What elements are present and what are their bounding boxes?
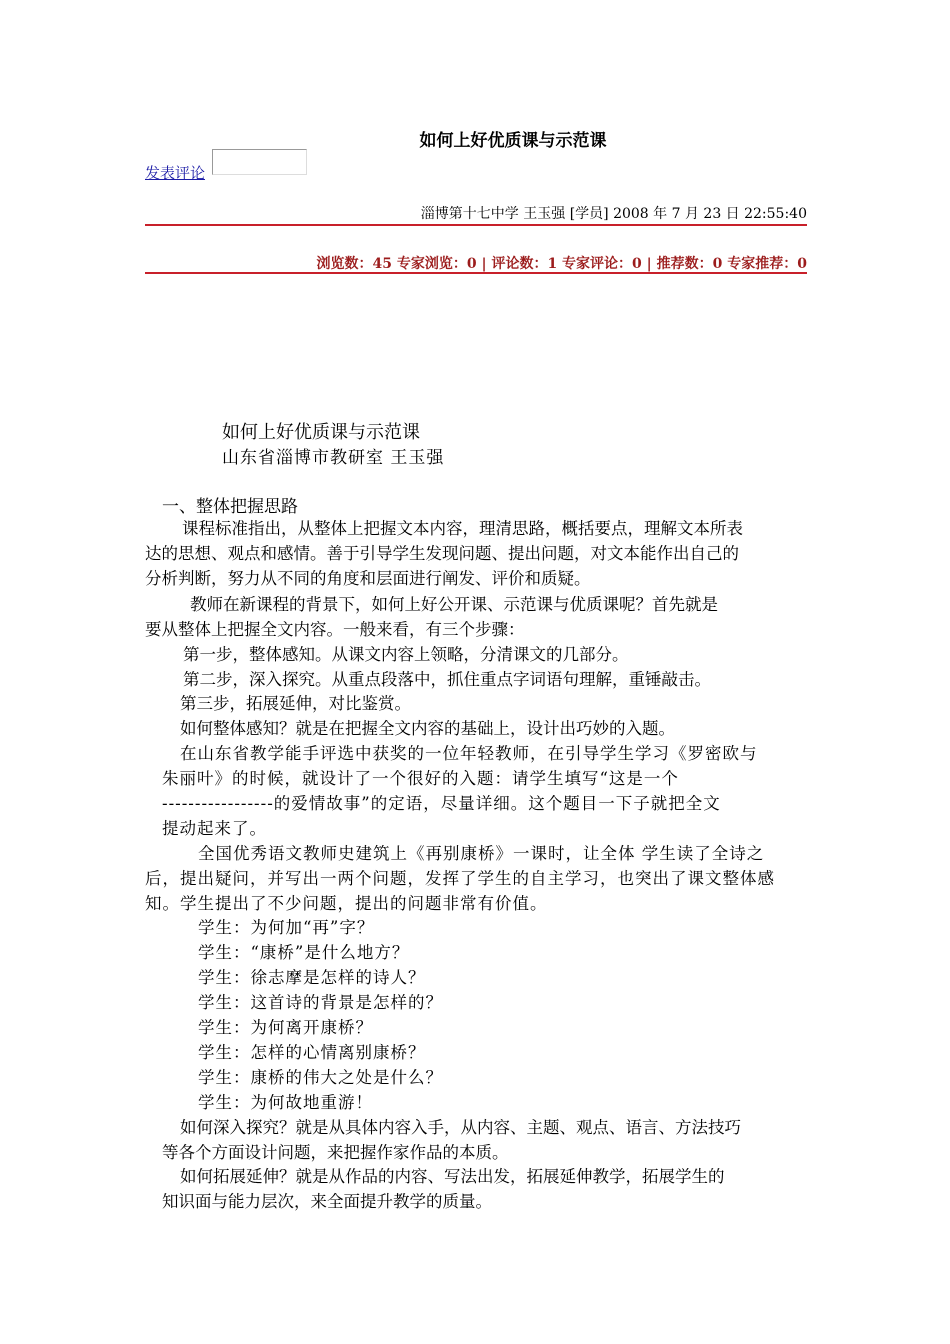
paragraph-line: 如何整体感知？就是在把握全文内容的基础上，设计出巧妙的入题。 [180, 719, 675, 738]
page-title: 如何上好优质课与示范课 [419, 131, 607, 151]
paragraph-line: 如何深入探究？就是从具体内容入手，从内容、主题、观点、语言、方法技巧 [180, 1118, 741, 1137]
section-heading: 一、整体把握思路 [162, 497, 298, 517]
comment-input[interactable] [212, 149, 307, 175]
paragraph-line: 第一步，整体感知。从课文内容上领略，分清课文的几部分。 [183, 645, 629, 664]
paragraph-line: 提动起来了。 [162, 819, 267, 838]
paragraph-line: 知。学生提出了不少问题，提出的问题非常有价值。 [145, 894, 548, 913]
list-item: 学生：为何离开康桥？ [198, 1018, 373, 1037]
paragraph-line: 后，提出疑问，并写出一两个问题，发挥了学生的自主学习，也突出了课文整体感 [145, 869, 775, 888]
paragraph-line: 达的思想、观点和感情。善于引导学生发现问题、提出问题，对文本能作出自己的 [145, 544, 739, 563]
paragraph-line: 朱丽叶》的时候，就设计了一个很好的入题：请学生填写“这是一个 [162, 769, 679, 788]
list-item: 学生：康桥的伟大之处是什么？ [198, 1068, 443, 1087]
list-item: 学生：这首诗的背景是怎样的？ [198, 993, 443, 1012]
paragraph-line: 要从整体上把握全文内容。一般来看，有三个步骤： [145, 620, 525, 639]
list-item: 学生：怎样的心情离别康桥？ [198, 1043, 426, 1062]
paragraph-line: 分析判断，努力从不同的角度和层面进行阐发、评价和质疑。 [145, 569, 591, 588]
paragraph-line: 全国优秀语文教师史建筑上《再别康桥》一课时，让全体 学生读了全诗之 [198, 844, 765, 863]
post-comment-link[interactable]: 发表评论 [145, 164, 206, 182]
list-item: 学生：为何故地重游！ [198, 1093, 373, 1112]
paragraph-line: 第二步，深入探究。从重点段落中，抓住重点字词语句理解，重锤敲击。 [183, 670, 711, 689]
paragraph-line: 教师在新课程的背景下，如何上好公开课、示范课与优质课呢？首先就是 [190, 595, 718, 614]
paragraph-line: 知识面与能力层次，来全面提升教学的质量。 [162, 1192, 492, 1211]
list-item: 学生：“康桥”是什么地方？ [198, 943, 410, 962]
document-author: 山东省淄博市教研室 王玉强 [222, 448, 445, 468]
divider [145, 224, 807, 226]
paragraph-line: 等各个方面设计问题，来把握作家作品的本质。 [162, 1143, 509, 1162]
stats-bar: 浏览数：45 专家浏览：0 | 评论数：1 专家评论：0 | 推荐数：0 专家推荐：0 [316, 256, 807, 272]
paragraph-line: 在山东省教学能手评选中获奖的一位年轻教师，在引导学生学习《罗密欧与 [180, 744, 758, 763]
paragraph-line: 第三步，拓展延伸，对比鉴赏。 [180, 694, 411, 713]
paragraph-line: -----------------的爱情故事”的定语，尽量详细。这个题目一下子就把全文 [162, 794, 721, 813]
list-item: 学生：为何加“再”字？ [198, 918, 375, 937]
document-title: 如何上好优质课与示范课 [222, 422, 420, 443]
paragraph-line: 如何拓展延伸？就是从作品的内容、写法出发，拓展延伸教学，拓展学生的 [180, 1167, 725, 1186]
paragraph-line: 课程标准指出，从整体上把握文本内容，理清思路，概括要点，理解文本所表 [182, 519, 743, 538]
divider [145, 272, 807, 274]
byline: 淄博第十七中学 王玉强 [学员] 2008 年 7 月 23 日 22:55:40 [420, 206, 807, 222]
list-item: 学生：徐志摩是怎样的诗人？ [198, 968, 426, 987]
